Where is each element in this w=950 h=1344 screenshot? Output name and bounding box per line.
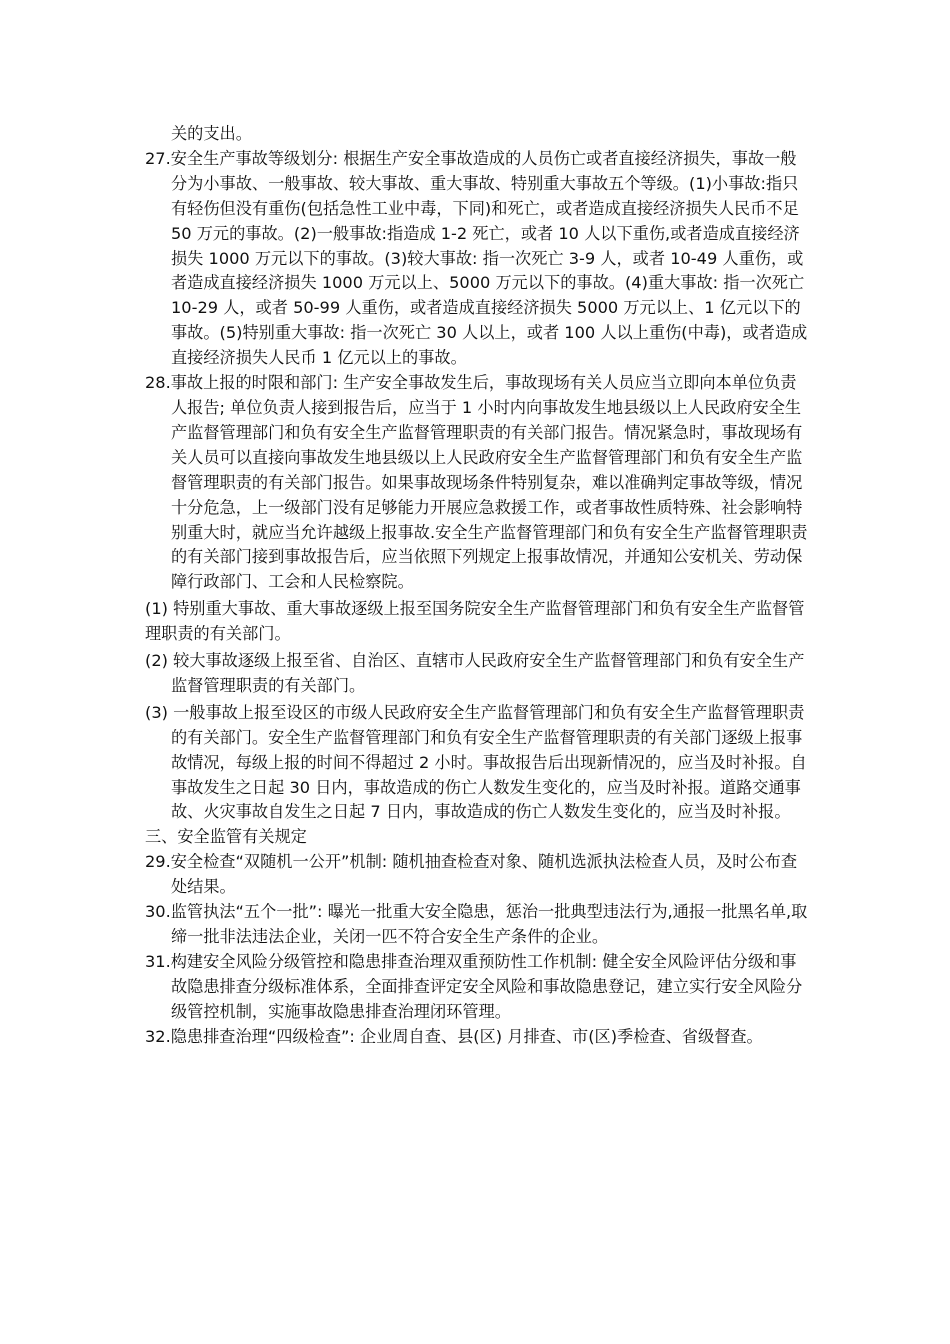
paragraph-32: 32.隐患排查治理“四级检查”: 企业周自查、县(区) 月排查、市(区)季检查、省级督查。 (145, 1026, 763, 1046)
document-body (145, 122, 810, 1050)
paragraph-28-reporting: 28.事故上报的时限和部门: 生产安全事故发生后，事故现场有关人员应当立即向本单位负责人报告; 单位负责人接到报告后，应当于 1 小时内向事故发生地县级以上人民政府安全生产监督管理部门和负有安全生产监督管理职责的有关部门报告。情况紧急时，事故现场有关人员可以直接向事故发生地县级以上人民政府安全生产监督管理部门和负有安全生产监督管理职责的有关部门报告。如果事故现场条件特别复杂，难以准确判定事故等级，情况十分危急，上一级部门没有足够能力开展应急救援工作，或者事故性质特殊、社会影响特别重大时，就应当允许越级上报事故.安全生产监督管理部门和负有安全生产监督管理职责的有关部门接到事故报告后，应当依照下列规定上报事故情况，并通知公安机关、劳动保障行政部门、工会和人民检察院。 (145, 373, 808, 592)
paragraph-31: 31.构建安全风险分级管控和隐患排查治理双重预防性工作机制: 健全安全风险评估分级和事故隐患排查分级标准体系，全面排查评定安全风险和事故隐患登记，建立实行安全风险分级管控机制，实施事故隐患排查治理闭环管理。 (145, 951, 803, 1021)
paragraph-30: 30.监管执法“五个一批”: 曝光一批重大安全隐患，惩治一批典型违法行为,通报一批黑名单,取缔一批非法违法企业，关闭一匹不符合安全生产条件的企业。 (145, 902, 808, 946)
paragraph-26-continuation: 关的支出。 (171, 124, 252, 143)
paragraph-27-accident-levels: 27.安全生产事故等级划分: 根据生产安全事故造成的人员伤亡或者直接经济损失，事故一般分为小事故、一般事故、较大事故、重大事故、特别重大事故五个等级。(1)小事故:指只有轻伤但没有重伤(包括急性工业中毒，下同)和死亡，或者造成直接经济损失人民币不足 50 万元的事故。(2)一般事故:指造成 1-2 死亡，或者 10 人以下重伤,或者造成直接经济损失 1000 万元以下的事故。(3)较大事故: 指一次死亡 3-9 人，或者 10-49 人重伤，或者造成直接经济损失 1000 万元以上、5000 万元以下的事故。(4)重大事故: 指一次死亡 10-29 人，或者 50-99 人重伤，或者造成直接经济损失 5000 万元以上、1 亿元以下的事故。(5)特别重大事故: 指一次死亡 30 人以上，或者 100 人以上重伤(中毒)，或者造成直接经济损失人民币 1 亿元以上的事故。 (145, 148, 808, 368)
paragraph-28-item-3: (3) 一般事故上报至设区的市级人民政府安全生产监督管理部门和负有安全生产监督管理职责的有关部门。安全生产监督管理部门和负有安全生产监督管理职责的有关部门逐级上报事故情况，每级上报的时间不得超过 2 小时。事故报告后出现新情况的，应当及时补报。自事故发生之日起 30 日内，事故造成的伤亡人数发生变化的，应当及时补报。道路交通事故、火灾事故自发生之日起 7 日内，事故造成的伤亡人数发生变化的，应当及时补报。 (145, 702, 807, 822)
paragraph-28-item-1: (1) 特别重大事故、重大事故逐级上报至国务院安全生产监督管理部门和负有安全生产监督管理职责的有关部门。 (145, 599, 805, 644)
section-heading-3: 三、安全监管有关规定 (145, 827, 307, 847)
paragraph-28-item-2: (2) 较大事故逐级上报至省、自治区、直辖市人民政府安全生产监督管理部门和负有安全生产监督管理职责的有关部门。 (145, 651, 805, 695)
paragraph-29: 29.安全检查“双随机一公开”机制: 随机抽查检查对象、随机选派执法检查人员，及时公布查处结果。 (145, 852, 798, 897)
